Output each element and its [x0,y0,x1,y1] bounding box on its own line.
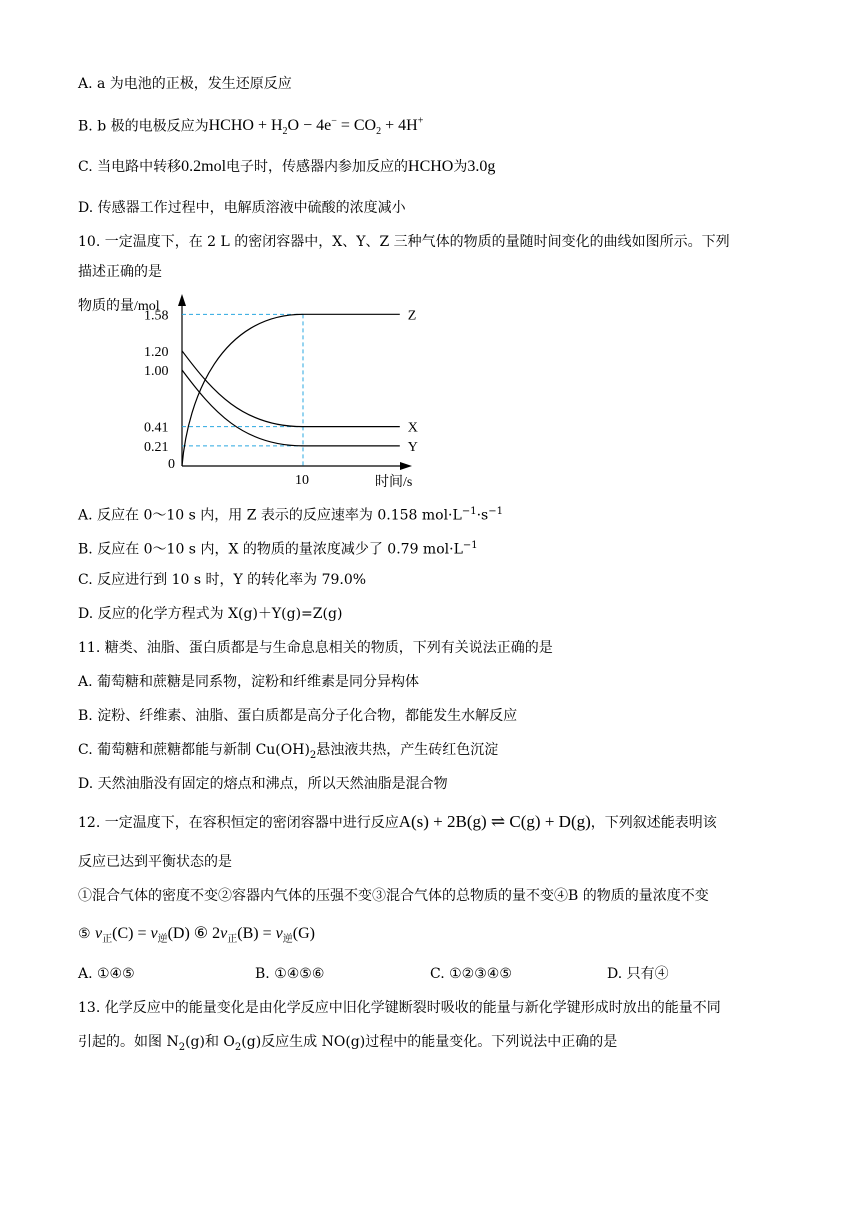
y-tick-label: 1.00 [144,364,169,379]
q10-option-a: A. 反应在 0～10 s 内，用 Z 表示的反应速率为 0.158 $mol\cdot L^{-1}\cdot s^{-1}$ [78,506,503,524]
y-tick-label: 0 [168,457,175,472]
q11-stem: 11. 糖类、油脂、蛋白质都是与生命息息相关的物质，下列有关说法正确的是 [78,640,553,656]
q13-stem-line2: 引起的。如图 $N_2(g)$和 $O_2(g)$反应生成 NO(g)过程中的能量变化。下列说法中正确的是 [78,1034,618,1053]
q11-option-b: B. 淀粉、纤维素、油脂、蛋白质都是高分子化合物，都能发生水解反应 [78,708,518,724]
q12-stem-line1: 12. 一定温度下，在容积恒定的密闭容器中进行反应A(s) + 2B(g) ⇌ C(g) + D(g)，下列叙述能表明该 [78,812,717,831]
q9-option-b: B. b 极的电极反应为HCHO + $H_2O - 4e^- = CO_2 + 4H^+$ [78,116,424,138]
y-tick-label: 1.20 [144,344,169,360]
series-z-label: Z [407,308,417,324]
q9-option-a: A. a 为电池的正极，发生还原反应 [78,76,292,92]
y-tick-label: 1.58 [144,308,169,324]
x-axis-arrow [400,462,412,470]
y-tick-label: 0.21 [144,439,169,455]
q12-option-d: D. 只有④ [607,966,669,982]
q10-chart [70,290,430,490]
q12-option-c: C. ①②③④⑤ [430,966,512,982]
q11-option-d: D. 天然油脂没有固定的熔点和沸点，所以天然油脂是混合物 [78,776,448,792]
q10-option-c: C. 反应进行到 10 s 时，Y 的转化率为 79.0% [78,572,367,588]
q10-option-b: B. 反应在 0～10 s 内，X 的物质的量浓度减少了 0.79 $mol\cdot L^{-1}$ [78,540,478,558]
x-tick-label: 10 [295,473,309,488]
q10-stem-line2: 描述正确的是 [78,264,162,280]
series-x-label: X [407,420,418,436]
q12-conditions: ①混合气体的密度不变②容器内气体的压强不变③混合气体的总物质的量不变④B 的物质的量浓度不变 [78,888,709,904]
series-x-line [182,351,400,427]
q11-option-a: A. 葡萄糖和蔗糖是同系物，淀粉和纤维素是同分异构体 [78,674,420,690]
q10-stem-line1: 10. 一定温度下，在 2 L 的密闭容器中，X、Y、Z 三种气体的物质的量随时间变化的曲线如图所示。下列 [78,234,730,250]
q10-option-d: D. 反应的化学方程式为 X(g)＋Y(g)=Z(g) [78,606,343,622]
series-y-label: Y [407,439,418,455]
q9-option-c: C. 当电路中转移0.2mol电子时，传感器内参加反应的HCHO为3.0g [78,158,496,175]
q12-option-a: A. ①④⑤ [78,966,135,982]
q9-option-d: D. 传感器工作过程中，电解质溶液中硫酸的浓度减小 [78,200,406,216]
q12-conditions-5-6: ⑤ $v_正(C) = v_逆(D)$ ⑥ $2v_正(B) = v_逆(G)$ [78,925,315,946]
y-tick-label: 0.41 [144,420,169,436]
x-axis-label: 时间/s [375,475,413,490]
y-axis-arrow [178,294,186,306]
y-axis-label: 物质的量/mol [78,299,160,314]
q12-stem-line2: 反应已达到平衡状态的是 [78,854,232,870]
series-y-line [182,370,400,446]
q13-stem-line1: 13. 化学反应中的能量变化是由化学反应中旧化学键断裂时吸收的能量与新化学键形成时放出的能量不同 [78,1000,721,1016]
q11-option-c: C. 葡萄糖和蔗糖都能与新制 $Cu(OH)_2$悬浊液共热，产生砖红色沉淀 [78,742,499,761]
q12-option-b: B. ①④⑤⑥ [255,966,325,982]
